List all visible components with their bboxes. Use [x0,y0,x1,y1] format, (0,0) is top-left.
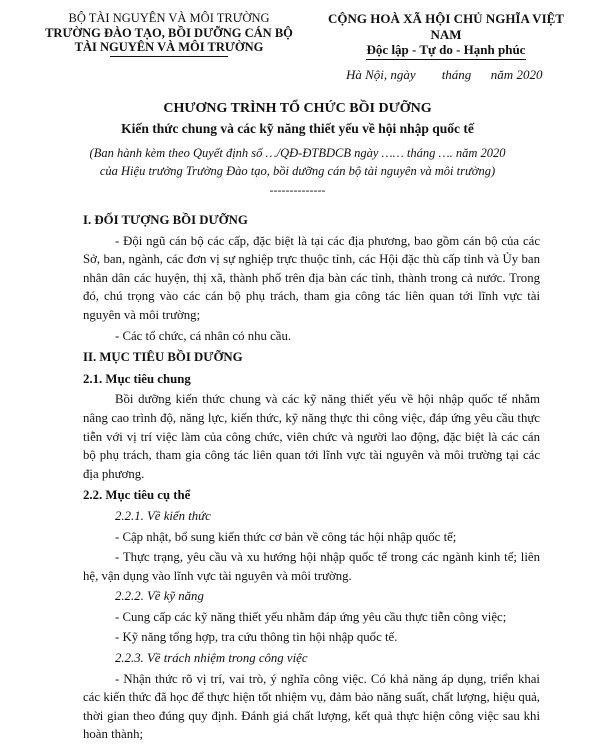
section-1-heading: I. ĐỐI TƯỢNG BỒI DƯỠNG [83,213,248,227]
document-body [83,208,540,744]
date-line: Hà Nội, ngày tháng năm 2020 [346,67,543,82]
school-name-line2: TÀI NGUYÊN VÀ MÔI TRƯỜNG [74,40,264,54]
section-2-1-paragraph: Bồi dưỡng kiến thức chung và các kỹ năng thiết yếu về hội nhập quốc tế nhằm nâng cao trình độ, năng lực, kiến thức, kỹ năng thực thi công việc, đáp ứng yêu cầu thực tiễn với vị trí việc làm của công chức, viên chức và người lao động, đặc biệt là các cán bộ phụ trách, tham gia công tác liên quan tới lĩnh vực tài nguyên và môi trường tại các địa phương. [83,392,540,481]
document-title: CHƯƠNG TRÌNH TỔ CHỨC BỒI DƯỠNG [163,101,432,116]
school-name-line1: TRƯỜNG ĐÀO TẠO, BỒI DƯỠNG CÁN BỘ [45,25,293,40]
section-2-2-2-paragraph-2: - Kỹ năng tổng hợp, tra cứu thông tin hội nhập quốc tế. [115,630,398,645]
agency-header [28,11,310,57]
section-2-2-3-paragraph-1: - Nhận thức rõ vị trí, vai trò, ý nghĩa công việc. Có khả năng áp dụng, triển khai các kiến thức đã học để thực hiện tốt nhiệm vụ, đảm bảo năng suất, chất lượng, hiệu quả, thời gian theo đúng quy định. Đánh giá chất lượng, kết quả thực hiện công việc sau khi hoàn thành; [83,671,540,742]
nation-header [312,11,580,60]
agency-underline [110,56,228,57]
separator: -------------- [269,183,326,197]
issuance-note [60,144,535,180]
issuance-note-line2: của Hiệu trưởng Trường Đào tạo, bồi dưỡng cán bộ tài nguyên và môi trường) [99,164,496,178]
nation-motto: Độc lập - Tự do - Hạnh phúc [366,42,526,57]
section-2-1-heading: 2.1. Mục tiêu chung [83,371,191,386]
section-2-2-1-paragraph-1: - Cập nhật, bổ sung kiến thức cơ bản về công tác hội nhập quốc tế; [115,529,457,544]
section-2-2-3-heading: 2.2.3. Về trách nhiệm trong công việc [115,651,308,666]
section-1-paragraph-1: - Đội ngũ cán bộ các cấp, đặc biệt là tại các địa phương, bao gồm cán bộ của các Sở, ban, ngành, các đơn vị sự nghiệp trực thuộc tỉnh, các Hội đặc thù cấp tỉnh và Ủy ban nhân dân các huyện, thị xã, thành phố trên địa bàn các tỉnh, thành trong cả nước. Trong đó, chú trọng vào các cán bộ phụ trách, tham gia công tác liên quan tới lĩnh vực tài nguyên và môi trường; [83,233,540,322]
section-2-heading: II. MỤC TIÊU BỒI DƯỠNG [83,350,243,365]
motto-underline [366,59,526,60]
ministry-name: BỘ TÀI NGUYÊN VÀ MÔI TRƯỜNG [68,11,270,25]
document-subtitle: Kiến thức chung và các kỹ năng thiết yếu về hội nhập quốc tế [121,121,474,136]
section-2-2-2-heading: 2.2.2. Về kỹ năng [115,589,204,604]
issuance-note-line1: (Ban hành kèm theo Quyết định số …/QĐ-ĐTBDCB ngày …… tháng …. năm 2020 [89,146,506,160]
section-2-2-1-paragraph-2: - Thực trạng, yêu cầu và xu hướng hội nhập quốc tế trong các ngành kinh tế; liên hệ, vận dụng vào lĩnh vực tài nguyên và môi trường. [83,550,540,583]
nation-name: CỘNG HOÀ XÃ HỘI CHỦ NGHĨA VIỆT NAM [328,11,564,42]
section-2-2-2-paragraph-1: - Cung cấp các kỹ năng thiết yếu nhằm đáp ứng yêu cầu thực tiễn công việc; [115,609,507,624]
section-2-2-heading: 2.2. Mục tiêu cụ thể [83,488,191,503]
section-1-paragraph-2: - Các tổ chức, cá nhân có nhu cầu. [115,328,292,343]
section-2-2-1-heading: 2.2.1. Về kiến thức [115,508,211,523]
